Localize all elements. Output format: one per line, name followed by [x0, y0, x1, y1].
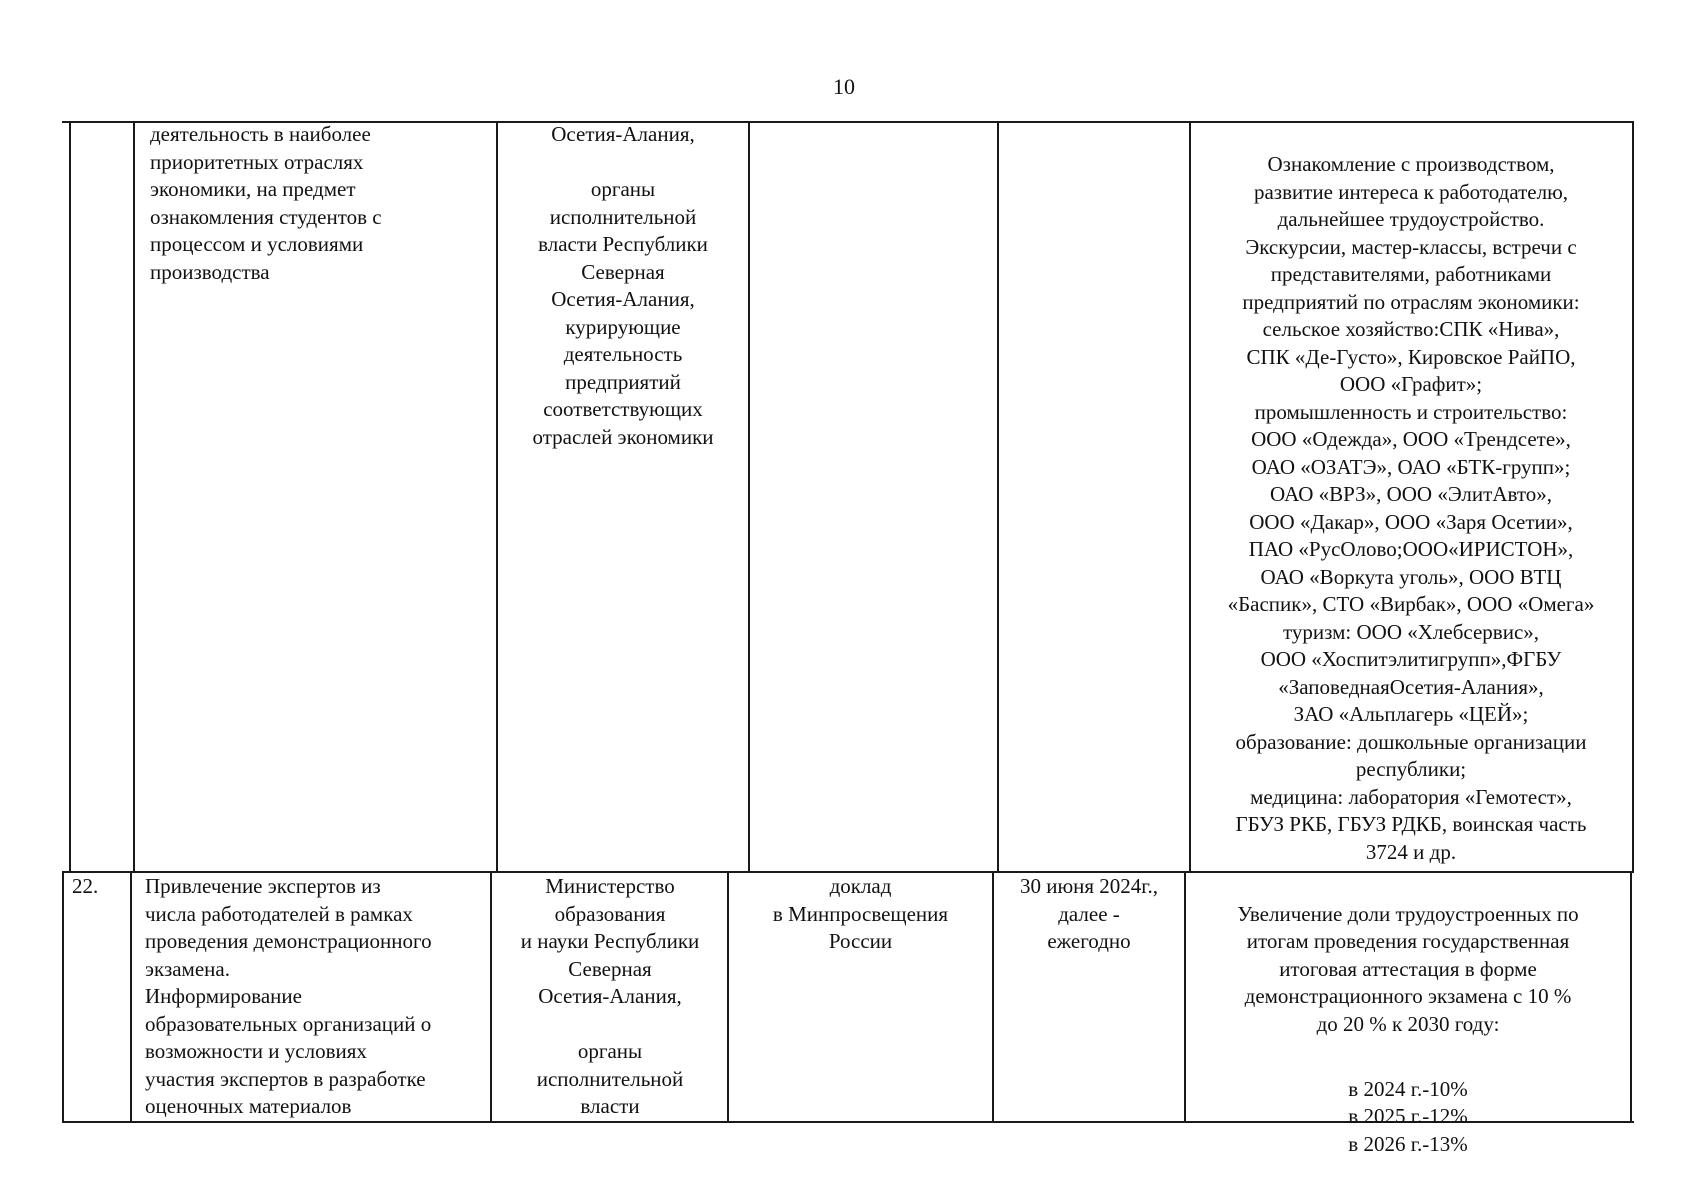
- column-border: [62, 871, 64, 1123]
- column-border: [133, 121, 135, 872]
- row22-result-cell: [1188, 873, 1628, 1186]
- row22-deadline-cell: 30 июня 2024г., далее - ежегодно: [1019, 874, 1159, 953]
- row22-result-text: Увеличение доли трудоустроенных по итогам проведения государственная итоговая аттестация в форме демонстрационного экзамена с 10 % до 20 % к 2030 году:: [1237, 901, 1579, 1036]
- row22-number-cell: 22.: [72, 874, 99, 898]
- column-border: [490, 871, 492, 1123]
- row22-yearly-targets: в 2024 г.-10% в 2025 г.-12% в 2026 г.-13%: [1348, 1076, 1468, 1156]
- column-border: [1632, 121, 1634, 872]
- column-border: [1184, 871, 1186, 1123]
- row21-responsible-cell: Осетия-Алания, органы исполнительной власти Республики Северная Осетия-Алания, курирующие деятельность предприятий соответствующих отраслей экономики: [532, 122, 714, 449]
- column-border: [748, 121, 750, 872]
- row22-activity-cell: Привлечение экспертов из числа работодателей в рамках проведения демонстрационного экзамена. Информирование образовательных организаций о возможности и условиях участия экспертов в разработке оценочных материалов: [145, 874, 432, 1118]
- row22-responsible-cell: Министерство образования и науки Республики Северная Осетия-Алания, органы исполнительной власти: [520, 874, 700, 1118]
- column-border: [1630, 871, 1632, 1123]
- column-border: [130, 871, 132, 1123]
- column-border: [496, 121, 498, 872]
- column-border: [727, 871, 729, 1123]
- column-border: [69, 121, 71, 872]
- row21-result-cell: Ознакомление с производством, развитие интереса к работодателю, дальнейшее трудоустройство. Экскурсии, мастер-классы, встречи с представителями, работниками предприятий по отраслям экономики: сельское хозяйство:СПК «Нива», СПК «Де-Густо», Кировское РайПО, ООО «Графит»; промышленность и строительство: ООО «Одежда», ООО «Трендсете», ОАО «ОЗАТЭ», ОАО «БТК-групп»; ОАО «ВРЗ», ООО «ЭлитАвто», ООО «Дакар», ООО «Заря Осетии», ПАО «РусОлово;ООО«ИРИСТОН», ОАО «Воркута уголь», ООО ВТЦ «Баспик», СТО «Вирбак», ООО «Омега» туризм: ООО «Хлебсервис», ООО «Хоспитэлитигрупп»,ФГБУ «ЗаповеднаяОсетия-Алания», ЗАО «Альплагерь «ЦЕЙ»; образование: дошкольные организации республики; медицина: лаборатория «Гемотест», ГБУЗ РКБ, ГБУЗ РДКБ, воинская часть 3724 и др.: [1227, 152, 1595, 864]
- row21-activity-cell: деятельность в наиболее приоритетных отраслях экономики, на предмет ознакомления студентов с процессом и условиями производства: [150, 122, 382, 284]
- page-number: 10: [833, 74, 855, 99]
- column-border: [997, 121, 999, 872]
- column-border: [992, 871, 994, 1123]
- row22-report-cell: доклад в Минпросвещения России: [772, 874, 949, 953]
